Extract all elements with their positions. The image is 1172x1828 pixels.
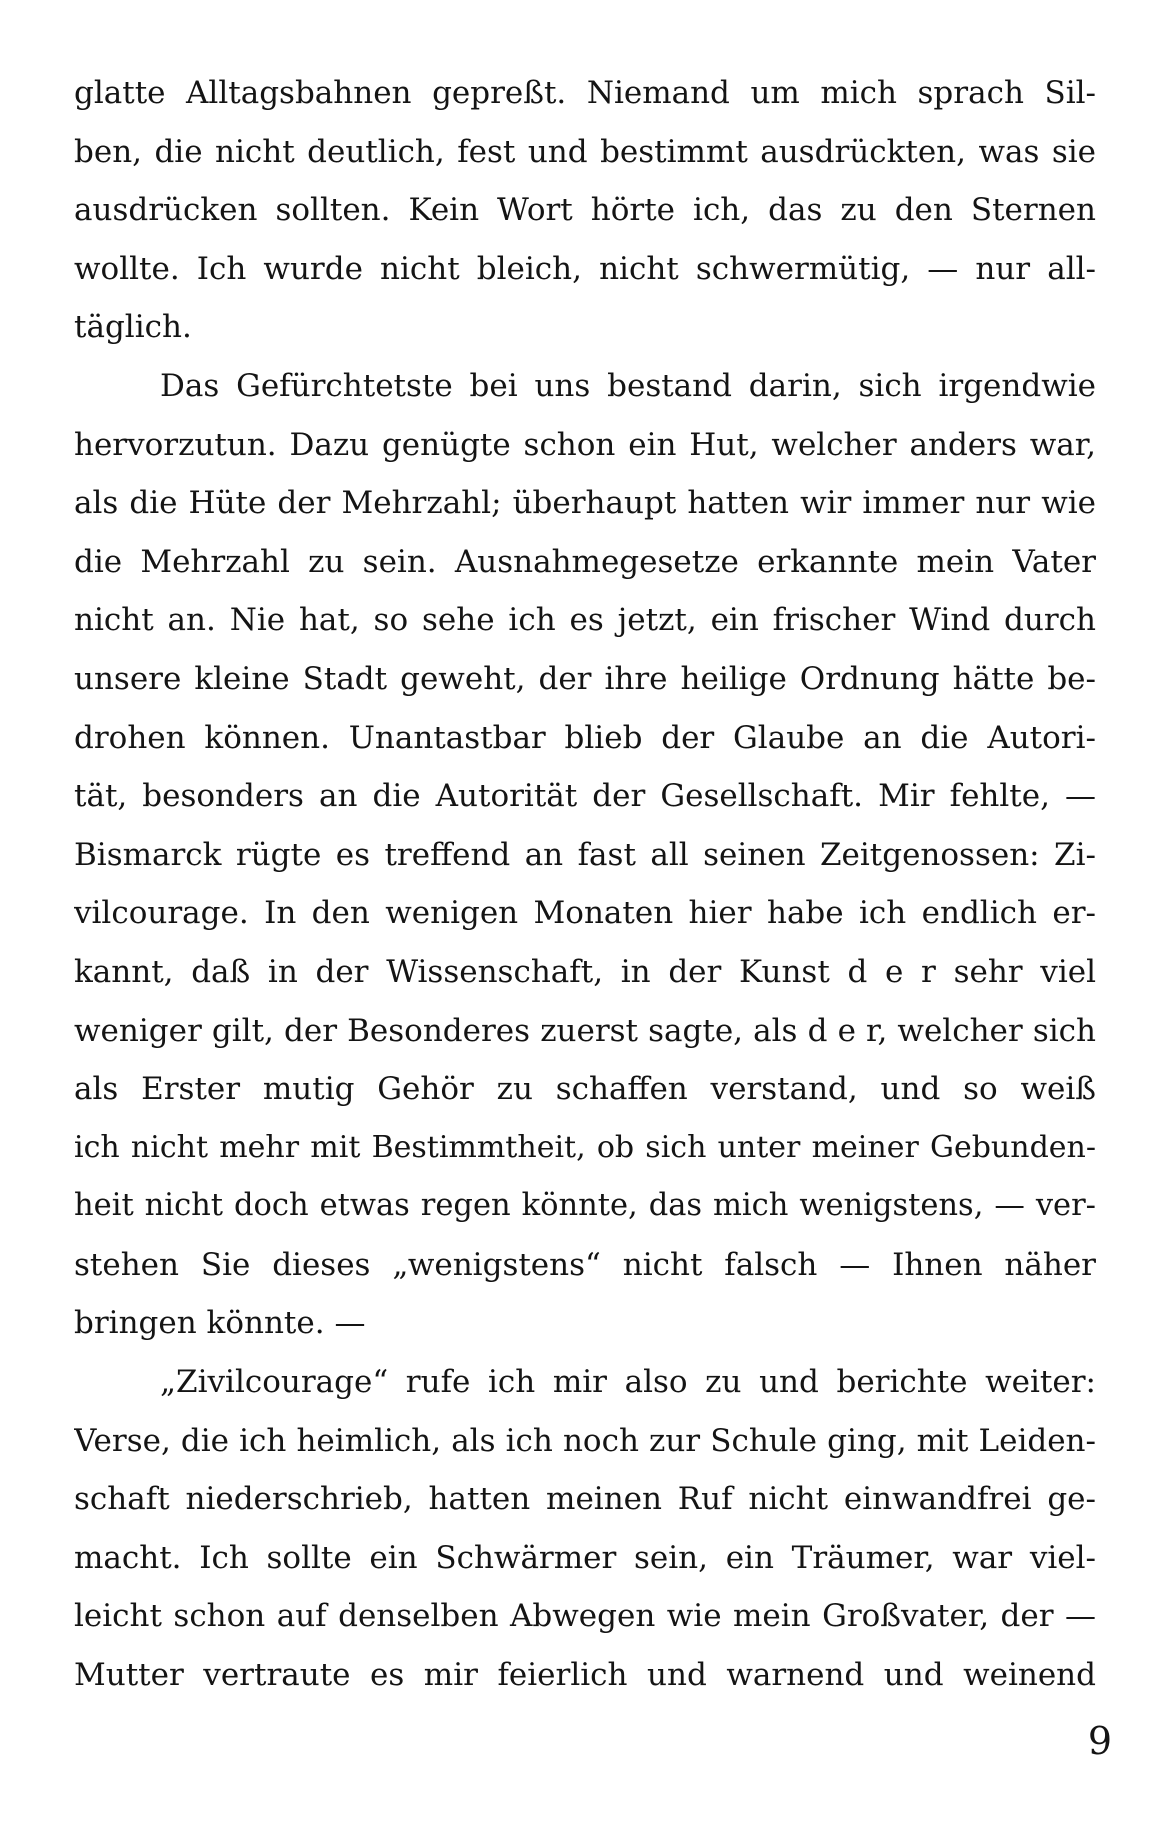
text-line: unsere kleine Stadt geweht, der ihre heilige Ordnung hätte be- [74, 660, 1096, 697]
text-line: ben, die nicht deutlich, fest und bestimmt ausdrückten, was sie [74, 133, 1096, 170]
body-text [74, 64, 1096, 1705]
text-line: macht. Ich sollte ein Schwärmer sein, ein Träumer, war viel- [74, 1539, 1096, 1576]
text-line: heit nicht doch etwas regen könnte, das mich wenigstens, — ver- [74, 1188, 1096, 1224]
text-line: kannt, daß in der Wissenschaft, in der Kunst d e r sehr viel [74, 953, 1096, 990]
text-line: tät, besonders an die Autorität der Gesellschaft. Mir fehlte, — [74, 778, 1096, 815]
text-line: ich nicht mehr mit Bestimmtheit, ob sich unter meiner Gebunden- [74, 1129, 1096, 1165]
text-line: Verse, die ich heimlich, als ich noch zur Schule ging, mit Leiden- [74, 1422, 1096, 1459]
page-number: 9 [1087, 1719, 1112, 1763]
text-line: die Mehrzahl zu sein. Ausnahmegesetze erkannte mein Vater [74, 543, 1096, 580]
text-line: weniger gilt, der Besonderes zuerst sagte, als d e r, welcher sich [74, 1012, 1096, 1049]
text-line: Bismarck rügte es treffend an fast all seinen Zeitgenossen: Zi- [74, 836, 1096, 873]
text-line: schaft niederschrieb, hatten meinen Ruf nicht einwandfrei ge- [74, 1481, 1096, 1518]
text-line: nicht an. Nie hat, so sehe ich es jetzt, ein frischer Wind durch [74, 602, 1096, 639]
text-line: drohen können. Unantastbar blieb der Glaube an die Autori- [74, 719, 1096, 756]
text-line: stehen Sie dieses „wenigstens“ nicht falsch — Ihnen näher [74, 1246, 1096, 1283]
text-line: „Zivilcourage“ rufe ich mir also zu und berichte weiter: [160, 1364, 1096, 1401]
text-line: leicht schon auf denselben Abwegen wie mein Großvater, der — [74, 1598, 1096, 1635]
text-line: vilcourage. In den wenigen Monaten hier habe ich endlich er- [74, 895, 1096, 932]
text-line: bringen könnte. — [74, 1305, 366, 1342]
text-line: als die Hüte der Mehrzahl; überhaupt hatten wir immer nur wie [74, 485, 1096, 522]
text-line: wollte. Ich wurde nicht bleich, nicht schwermütig, — nur all- [74, 250, 1096, 287]
text-line: ausdrücken sollten. Kein Wort hörte ich, das zu den Sternen [74, 192, 1096, 229]
text-line: Mutter vertraute es mir feierlich und warnend und weinend [74, 1657, 1096, 1694]
text-line: Das Gefürchtetste bei uns bestand darin, sich irgendwie [160, 367, 1096, 404]
text-line: hervorzutun. Dazu genügte schon ein Hut, welcher anders war, [74, 426, 1096, 463]
text-line: täglich. [74, 309, 192, 346]
text-line: als Erster mutig Gehör zu schaffen verstand, und so weiß [74, 1071, 1096, 1108]
text-line: glatte Alltagsbahnen gepreßt. Niemand um mich sprach Sil- [74, 75, 1096, 111]
